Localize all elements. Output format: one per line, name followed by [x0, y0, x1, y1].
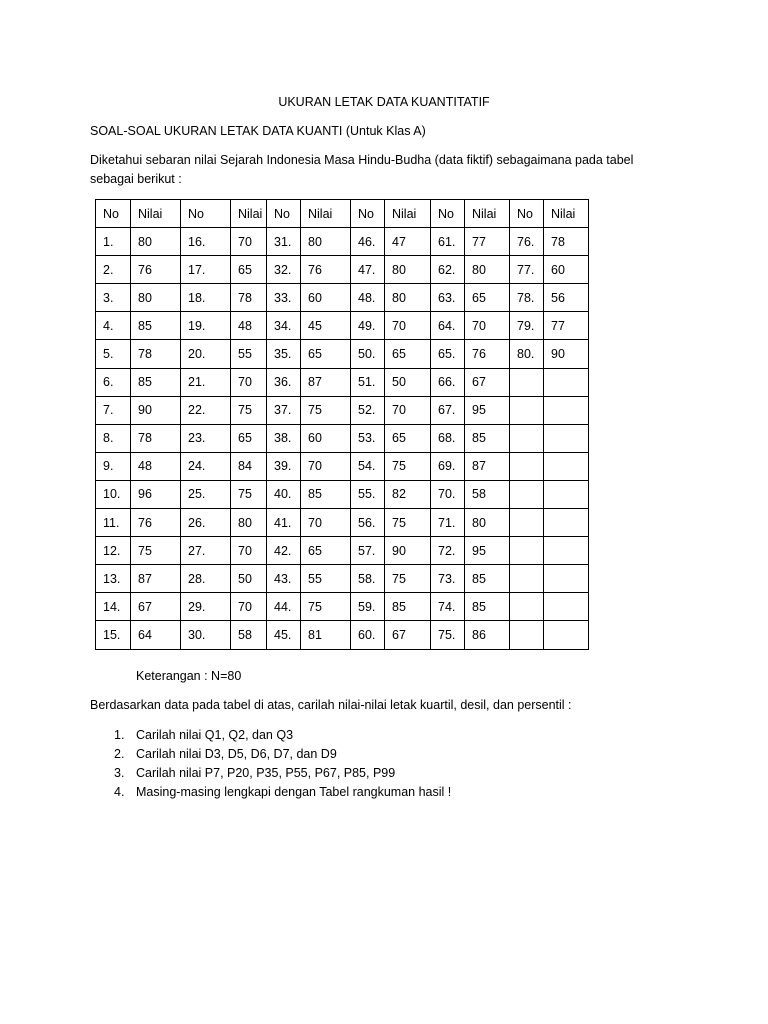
table-cell: 58. [351, 565, 385, 593]
table-cell [510, 452, 544, 480]
table-cell: 60 [544, 256, 589, 284]
table-cell: 50 [385, 368, 431, 396]
table-cell: 66. [431, 368, 465, 396]
table-row [96, 228, 589, 256]
table-cell: 20. [181, 340, 231, 368]
table-cell: 56 [544, 284, 589, 312]
table-cell: 17. [181, 256, 231, 284]
table-cell: 42. [267, 537, 301, 565]
table-cell: 55. [351, 480, 385, 508]
table-cell: 75 [301, 396, 351, 424]
table-cell: 8. [96, 424, 131, 452]
table-cell: 37. [267, 396, 301, 424]
task-list [90, 726, 451, 802]
table-cell: 84 [231, 452, 267, 480]
table-cell: 9. [96, 452, 131, 480]
table-cell: 56. [351, 509, 385, 537]
table-cell [510, 565, 544, 593]
table-cell: 12. [96, 537, 131, 565]
table-cell: 75 [231, 396, 267, 424]
task-text: Carilah nilai D3, D5, D6, D7, dan D9 [136, 747, 337, 761]
table-cell: 80 [231, 509, 267, 537]
table-cell: 21. [181, 368, 231, 396]
table-cell: 64. [431, 312, 465, 340]
table-cell: 44. [267, 593, 301, 621]
table-cell: 51. [351, 368, 385, 396]
table-cell: 82 [385, 480, 431, 508]
table-cell [544, 565, 589, 593]
table-cell: 60 [301, 284, 351, 312]
table-header-cell: No [351, 200, 385, 228]
table-cell: 70 [231, 537, 267, 565]
table-header-cell: Nilai [385, 200, 431, 228]
table-header-cell: Nilai [465, 200, 510, 228]
table-cell: 70 [385, 312, 431, 340]
note-text: Keterangan : N=80 [136, 669, 242, 683]
table-cell [544, 452, 589, 480]
table-cell: 48 [231, 312, 267, 340]
table-header-cell: No [510, 200, 544, 228]
table-cell: 77. [510, 256, 544, 284]
table-cell: 18. [181, 284, 231, 312]
table-header-cell: Nilai [544, 200, 589, 228]
table-cell: 80 [385, 284, 431, 312]
table-cell: 30. [181, 621, 231, 649]
question-text: Berdasarkan data pada tabel di atas, carilah nilai-nilai letak kuartil, desil, dan persentil : [90, 698, 572, 712]
table-cell: 3. [96, 284, 131, 312]
table-cell: 65 [301, 537, 351, 565]
table-cell: 7. [96, 396, 131, 424]
table-cell: 58 [465, 480, 510, 508]
table-cell: 65 [385, 340, 431, 368]
table-cell: 71. [431, 509, 465, 537]
table-cell: 90 [544, 340, 589, 368]
table-cell: 69. [431, 452, 465, 480]
table-cell: 65 [231, 256, 267, 284]
table-row [96, 340, 589, 368]
table-header-cell: Nilai [231, 200, 267, 228]
table-cell: 76 [465, 340, 510, 368]
table-cell: 70 [301, 452, 351, 480]
table-cell: 79. [510, 312, 544, 340]
document-subtitle: SOAL-SOAL UKURAN LETAK DATA KUANTI (Untuk Klas A) [90, 124, 426, 138]
table-cell: 59. [351, 593, 385, 621]
table-cell: 96 [131, 480, 181, 508]
table-cell: 80 [301, 228, 351, 256]
document-title: UKURAN LETAK DATA KUANTITATIF [278, 95, 490, 109]
table-cell: 68. [431, 424, 465, 452]
table-cell: 40. [267, 480, 301, 508]
table-cell: 52. [351, 396, 385, 424]
table-cell: 15. [96, 621, 131, 649]
table-cell: 70 [231, 593, 267, 621]
table-cell: 78. [510, 284, 544, 312]
table-row [96, 368, 589, 396]
table-cell: 50. [351, 340, 385, 368]
task-number: 2. [114, 747, 125, 761]
table-cell: 24. [181, 452, 231, 480]
table-cell: 76. [510, 228, 544, 256]
table-cell: 65 [301, 340, 351, 368]
table-cell: 5. [96, 340, 131, 368]
table-cell [510, 480, 544, 508]
table-header-cell: Nilai [301, 200, 351, 228]
table-cell: 64 [131, 621, 181, 649]
intro-paragraph: Diketahui sebaran nilai Sejarah Indonesia Masa Hindu-Budha (data fiktif) sebagaimana pada tabel sebagai berikut : [90, 153, 634, 186]
table-row [96, 537, 589, 565]
table-cell: 48. [351, 284, 385, 312]
table-cell: 76 [131, 509, 181, 537]
table-cell: 45 [301, 312, 351, 340]
table-cell: 67 [385, 621, 431, 649]
table-cell: 70 [385, 396, 431, 424]
table-cell: 47 [385, 228, 431, 256]
table-cell: 77 [465, 228, 510, 256]
table-cell: 4. [96, 312, 131, 340]
table-cell: 75 [231, 480, 267, 508]
table-header-cell: No [431, 200, 465, 228]
table-cell: 28. [181, 565, 231, 593]
table-cell: 75 [385, 565, 431, 593]
table-cell [510, 368, 544, 396]
table-cell: 55 [301, 565, 351, 593]
table-cell: 75 [385, 509, 431, 537]
table-cell: 67 [131, 593, 181, 621]
task-number: 4. [114, 785, 125, 799]
table-cell: 46. [351, 228, 385, 256]
table-row [96, 593, 589, 621]
table-cell: 86 [465, 621, 510, 649]
table-cell: 65. [431, 340, 465, 368]
table-cell: 85 [465, 424, 510, 452]
table-cell: 95 [465, 396, 510, 424]
table-cell [544, 424, 589, 452]
table-cell: 85 [131, 312, 181, 340]
task-item [90, 726, 451, 745]
table-cell [510, 593, 544, 621]
table-cell: 70 [231, 228, 267, 256]
table-cell: 35. [267, 340, 301, 368]
table-row [96, 621, 589, 649]
table-cell: 85 [465, 565, 510, 593]
table-cell: 53. [351, 424, 385, 452]
table-cell: 38. [267, 424, 301, 452]
table-cell: 80 [465, 256, 510, 284]
table-cell: 32. [267, 256, 301, 284]
table-cell: 57. [351, 537, 385, 565]
table-cell: 65 [231, 424, 267, 452]
table-cell: 13. [96, 565, 131, 593]
table-header-cell: No [96, 200, 131, 228]
table-cell [544, 537, 589, 565]
table-cell: 36. [267, 368, 301, 396]
table-cell: 75 [131, 537, 181, 565]
task-number: 1. [114, 728, 125, 742]
table-header-cell: No [181, 200, 231, 228]
table-row [96, 424, 589, 452]
table-cell: 78 [544, 228, 589, 256]
table-cell: 61. [431, 228, 465, 256]
table-row [96, 396, 589, 424]
table-cell: 50 [231, 565, 267, 593]
table-cell: 87 [131, 565, 181, 593]
table-cell: 73. [431, 565, 465, 593]
task-item [90, 764, 451, 783]
table-row [96, 284, 589, 312]
table-row [96, 565, 589, 593]
table-cell: 85 [465, 593, 510, 621]
table-row [96, 509, 589, 537]
table-cell [544, 396, 589, 424]
task-text: Carilah nilai Q1, Q2, dan Q3 [136, 728, 294, 742]
table-header-row [96, 200, 589, 228]
table-cell: 47. [351, 256, 385, 284]
table-row [96, 452, 589, 480]
table-cell: 85 [131, 368, 181, 396]
table-cell: 78 [131, 424, 181, 452]
table-cell: 39. [267, 452, 301, 480]
table-cell: 72. [431, 537, 465, 565]
table-cell [544, 368, 589, 396]
table-cell: 78 [231, 284, 267, 312]
table-cell: 80. [510, 340, 544, 368]
table-cell: 78 [131, 340, 181, 368]
table-cell: 16. [181, 228, 231, 256]
table-cell: 87 [465, 452, 510, 480]
table-cell [510, 424, 544, 452]
table-cell: 95 [465, 537, 510, 565]
table-cell: 11. [96, 509, 131, 537]
table-cell: 80 [131, 228, 181, 256]
table-cell: 48 [131, 452, 181, 480]
table-cell: 23. [181, 424, 231, 452]
table-cell [510, 537, 544, 565]
table-cell: 75. [431, 621, 465, 649]
task-item [90, 783, 451, 802]
table-cell: 90 [385, 537, 431, 565]
table-cell: 75 [385, 452, 431, 480]
table-cell: 76 [131, 256, 181, 284]
table-cell: 10. [96, 480, 131, 508]
task-text: Carilah nilai P7, P20, P35, P55, P67, P85, P99 [136, 766, 396, 780]
table-cell: 85 [301, 480, 351, 508]
table-cell [510, 621, 544, 649]
table-cell: 87 [301, 368, 351, 396]
table-cell: 33. [267, 284, 301, 312]
table-cell: 25. [181, 480, 231, 508]
table-row [96, 256, 589, 284]
table-cell: 60. [351, 621, 385, 649]
task-text: Masing-masing lengkapi dengan Tabel rangkuman hasil ! [136, 785, 452, 799]
table-cell: 62. [431, 256, 465, 284]
table-cell: 6. [96, 368, 131, 396]
table-cell: 60 [301, 424, 351, 452]
table-cell: 85 [385, 593, 431, 621]
table-cell: 58 [231, 621, 267, 649]
table-cell: 54. [351, 452, 385, 480]
table-cell: 67. [431, 396, 465, 424]
table-cell: 76 [301, 256, 351, 284]
table-cell: 27. [181, 537, 231, 565]
table-cell: 67 [465, 368, 510, 396]
table-cell: 26. [181, 509, 231, 537]
table-cell: 22. [181, 396, 231, 424]
table-row [96, 312, 589, 340]
task-item [90, 745, 451, 764]
table-cell [544, 480, 589, 508]
table-cell: 77 [544, 312, 589, 340]
table-cell: 55 [231, 340, 267, 368]
table-cell [544, 509, 589, 537]
table-cell: 80 [465, 509, 510, 537]
table-cell: 70 [465, 312, 510, 340]
table-cell: 1. [96, 228, 131, 256]
table-cell: 41. [267, 509, 301, 537]
table-cell: 29. [181, 593, 231, 621]
task-number: 3. [114, 766, 125, 780]
table-cell: 65 [465, 284, 510, 312]
table-cell: 80 [385, 256, 431, 284]
table-cell: 43. [267, 565, 301, 593]
table-cell: 70 [301, 509, 351, 537]
table-cell [510, 509, 544, 537]
table-cell: 34. [267, 312, 301, 340]
table-cell: 90 [131, 396, 181, 424]
table-cell: 65 [385, 424, 431, 452]
table-cell: 45. [267, 621, 301, 649]
table-cell: 74. [431, 593, 465, 621]
table-cell: 19. [181, 312, 231, 340]
table-cell: 31. [267, 228, 301, 256]
table-cell [544, 593, 589, 621]
score-table [95, 199, 589, 650]
table-cell: 70 [231, 368, 267, 396]
table-header-cell: Nilai [131, 200, 181, 228]
table-row [96, 480, 589, 508]
table-header-cell: No [267, 200, 301, 228]
table-cell: 2. [96, 256, 131, 284]
table-cell: 63. [431, 284, 465, 312]
table-cell: 70. [431, 480, 465, 508]
table-cell [544, 621, 589, 649]
table-cell: 14. [96, 593, 131, 621]
table-cell: 80 [131, 284, 181, 312]
table-cell: 49. [351, 312, 385, 340]
table-cell [510, 396, 544, 424]
table-cell: 81 [301, 621, 351, 649]
table-cell: 75 [301, 593, 351, 621]
